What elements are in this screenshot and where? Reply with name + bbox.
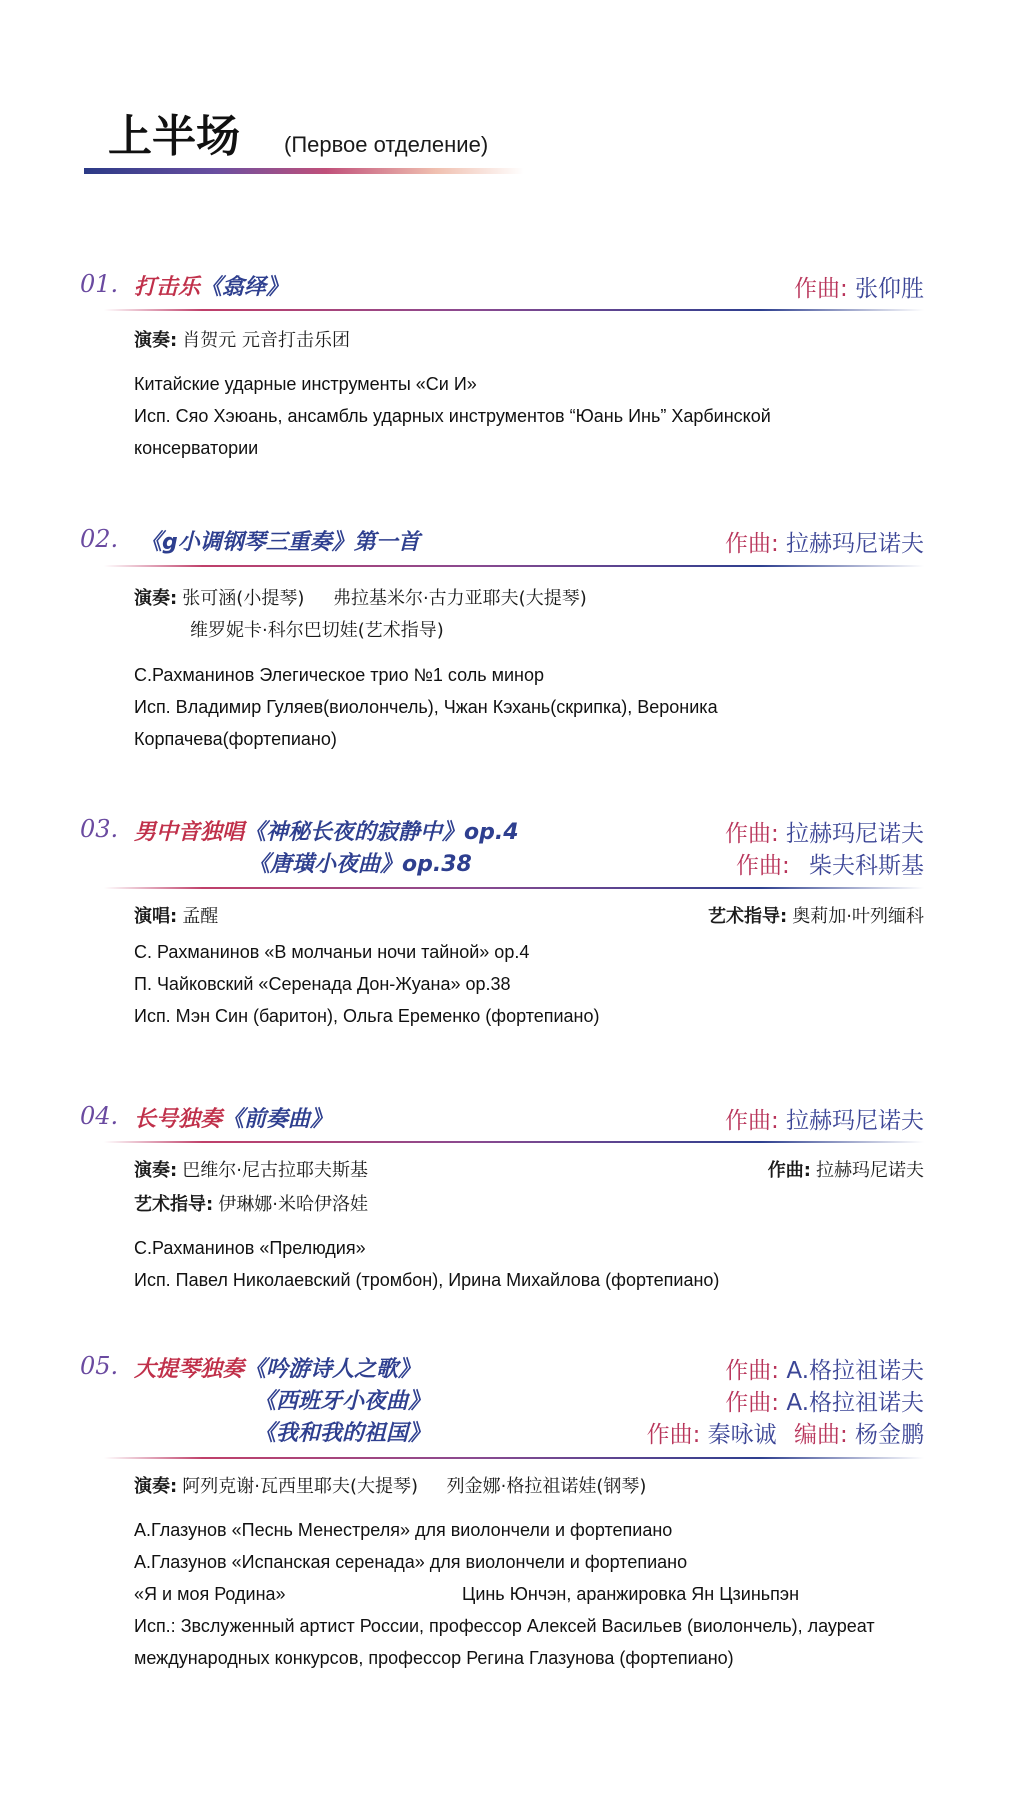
item-title-work: 《翕绎》: [200, 275, 289, 300]
item-title-work-2: 《唐璜小夜曲》op.38: [248, 852, 472, 877]
arranger-name: 杨金鹏: [855, 1422, 924, 1448]
composer-credit-label: 作曲:: [767, 1160, 811, 1181]
composer-2: [736, 847, 924, 880]
composer-credit: [768, 1156, 924, 1182]
item-title: [134, 815, 519, 846]
performer-label: 演奏:: [134, 1476, 178, 1497]
accompanist-name: 奥莉加·叶列缅科: [792, 906, 924, 927]
ru-line: С. Рахманинов «В молчаньи ночи тайной» op.4: [134, 942, 530, 962]
composer-2: [725, 1384, 924, 1417]
ru-line: C.Рахманинов Элегическое трио №1 соль минор: [134, 665, 545, 685]
ru-line: Исп. Владимир Гуляев(виолончель), Чжан Кэхань(скрипка), Вероника: [134, 697, 718, 717]
performer: [134, 1472, 646, 1498]
arranger-label: 编曲:: [793, 1422, 848, 1448]
ru-line: Исп.: Звслуженный артист России, профессор Алексей Васильев (виолончель), лауреат: [134, 1616, 875, 1636]
item-title: [134, 270, 288, 301]
composer-name: 柴夫科斯基: [809, 853, 924, 879]
composer: [794, 270, 924, 303]
composer-name: 张仰胜: [855, 276, 924, 302]
performer-name-2: 维罗妮卡·科尔巴切娃(艺术指导): [190, 620, 444, 641]
item-number: 01.: [80, 270, 119, 298]
ru-line: Цинь Юнчэн, аранжировка Ян Цзиньпэн: [462, 1584, 800, 1604]
composer: [725, 1352, 924, 1385]
item-title-prefix: 长号独奏: [134, 1107, 223, 1132]
ru-line: A.Глазунов «Испанская серенада» для виолончели и фортепиано: [134, 1552, 688, 1572]
item-number: 02.: [80, 525, 119, 553]
item-title-prefix: 男中音独唱: [134, 820, 245, 845]
performer-name: 巴维尔·尼古拉耶夫斯基: [182, 1160, 369, 1181]
ru-line: Китайские ударные инструменты «Си И»: [134, 374, 477, 394]
ru-line: Исп. Сяо Хэюань, ансамбль ударных инструментов “Юань Инь” Харбинской: [134, 406, 771, 426]
accompanist: [708, 902, 924, 928]
ru-line: П. Чайковский «Серенада Дон-Жуана» op.38: [134, 974, 511, 994]
item-title-work-2: 《西班牙小夜曲》: [254, 1389, 431, 1414]
composer-label: 作曲:: [724, 821, 779, 847]
performer-name: 阿列克谢·瓦西里耶夫(大提琴) 列金娜·格拉祖诺娃(钢琴): [182, 1476, 647, 1497]
item-title: 《g小调钢琴三重奏》第一首: [140, 530, 420, 555]
ru-line: Корпачева(фортепиано): [134, 729, 337, 749]
performer-label: 演唱:: [134, 906, 178, 927]
composer-3: [647, 1416, 924, 1449]
page-subtitle: (Первое отделение): [284, 132, 489, 157]
performer: [134, 584, 587, 610]
item-title-prefix: 大提琴独奏: [134, 1357, 245, 1382]
ru-line: «Я и моя Родина»: [134, 1584, 286, 1604]
composer-label: 作曲:: [793, 276, 848, 302]
performer: [134, 1156, 368, 1182]
ru-line: A.Глазунов «Песнь Менестреля» для виолончели и фортепиано: [134, 1520, 673, 1540]
ru-line: C.Рахманинов «Прелюдия»: [134, 1238, 366, 1258]
item-title: [134, 1352, 420, 1383]
performer-name: 张可涵(小提琴) 弗拉基米尔·古力亚耶夫(大提琴): [182, 588, 587, 609]
item-divider: [104, 1141, 924, 1143]
composer-label: 作曲:: [724, 1108, 779, 1134]
composer-label: 作曲:: [735, 853, 790, 879]
item-number: 05.: [80, 1352, 119, 1380]
ru-line: международных конкурсов, профессор Регина Глазунова (фортепиано): [134, 1648, 734, 1668]
item-number: 03.: [80, 815, 119, 843]
composer-credit-name: 拉赫玛尼诺夫: [816, 1160, 924, 1181]
performer-label: 演奏:: [134, 588, 178, 609]
item-divider: [104, 1457, 924, 1459]
performer: [134, 902, 218, 928]
composer-label: 作曲:: [725, 1390, 780, 1416]
composer-label: 作曲:: [724, 531, 779, 557]
composer-name: A.格拉祖诺夫: [786, 1390, 924, 1416]
performer-label: 演奏:: [134, 330, 178, 351]
performer-name: 肖贺元 元音打击乐团: [182, 330, 351, 351]
page-title: 上半场: [108, 111, 240, 162]
composer: [725, 525, 924, 558]
accompanist: [134, 1190, 368, 1216]
item-title-work: 《前奏曲》: [222, 1107, 333, 1132]
composer-label: 作曲:: [646, 1422, 701, 1448]
composer-name: 拉赫玛尼诺夫: [786, 821, 924, 847]
composer: [725, 1102, 924, 1135]
header-underline: [84, 168, 524, 174]
item-title-work: 《吟游诗人之歌》: [244, 1357, 421, 1382]
item-title-prefix: 打击乐: [134, 275, 201, 300]
composer-name: 秦咏诚: [707, 1422, 777, 1448]
item-divider: [104, 887, 924, 889]
performer-name: 孟醒: [182, 906, 219, 927]
ru-line: Исп. Павел Николаевский (тромбон), Ирина Михайлова (фортепиано): [134, 1270, 720, 1290]
accompanist-name: 伊琳娜·米哈伊洛娃: [218, 1194, 369, 1215]
composer-label: 作曲:: [725, 1358, 780, 1384]
accompanist-label: 艺术指导:: [134, 1194, 214, 1215]
ru-line: Исп. Мэн Син (баритон), Ольга Еременко (фортепиано): [134, 1006, 600, 1026]
ru-line: консерватории: [134, 438, 259, 458]
item-title-work: 《神秘长夜的寂静中》op.4: [244, 820, 519, 845]
item-title: [134, 1102, 332, 1133]
item-divider: [104, 565, 924, 567]
performer: [134, 326, 350, 352]
performer-label: 演奏:: [134, 1160, 178, 1181]
composer-name: 拉赫玛尼诺夫: [786, 1108, 924, 1134]
item-number: 04.: [80, 1102, 119, 1130]
item-divider: [104, 309, 924, 311]
composer: [725, 815, 924, 848]
item-title-work-3: 《我和我的祖国》: [254, 1421, 431, 1446]
composer-name: A.格拉祖诺夫: [786, 1358, 924, 1384]
accompanist-label: 艺术指导:: [707, 906, 788, 927]
composer-name: 拉赫玛尼诺夫: [786, 531, 924, 557]
